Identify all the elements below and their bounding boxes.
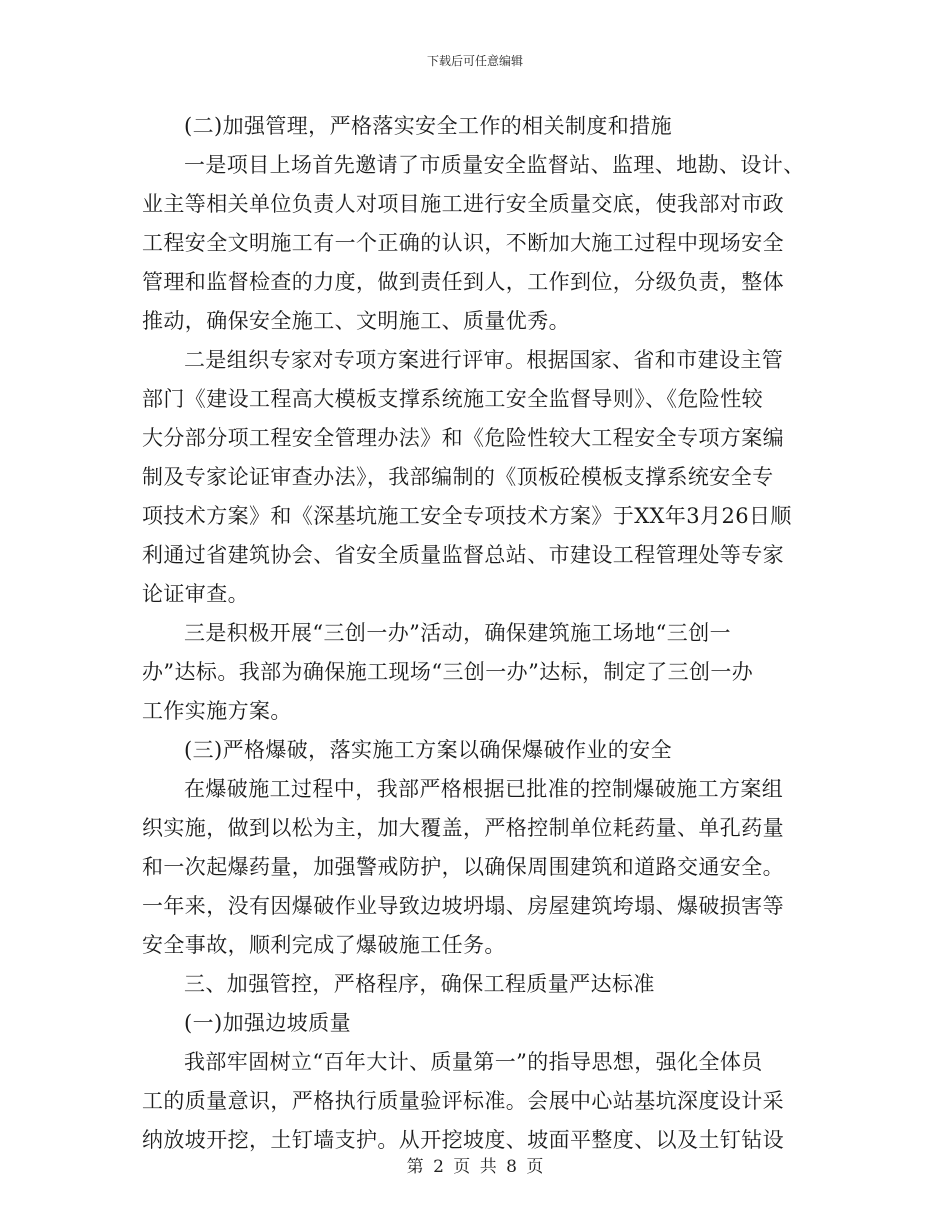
- text-line: 纳放坡开挖，土钉墙支护。从开挖坡度、坡面平整度、以及土钉钻设: [142, 1128, 784, 1152]
- text-line: (三)严格爆破，落实施工方案以确保爆破作业的安全: [184, 738, 672, 762]
- text-line: 织实施，做到以松为主，加大覆盖，严格控制单位耗药量、单孔药量: [142, 816, 784, 840]
- page-footer: 第 2 页 共 8 页: [406, 1157, 544, 1177]
- text-line: 论证审查。: [142, 582, 249, 606]
- text-line: 一是项目上场首先邀请了市质量安全监督站、监理、地勘、设计、: [184, 153, 805, 177]
- text-line: 和一次起爆药量，加强警戒防护，以确保周围建筑和道路交通安全。: [142, 855, 784, 879]
- text-line: 我部牢固树立“百年大计、质量第一”的指导思想，强化全体员: [184, 1050, 763, 1074]
- text-line: 二是组织专家对专项方案进行评审。根据国家、省和市建设主管: [184, 348, 784, 372]
- text-line: 三是积极开展“三创一办”活动，确保建筑施工场地“三创一: [184, 621, 732, 645]
- text-line: 一年来，没有因爆破作业导致边坡坍塌、房屋建筑垮塌、爆破损害等: [142, 894, 784, 918]
- text-line: 大分部分项工程安全管理办法》和《危险性较大工程安全专项方案编: [142, 426, 784, 450]
- text-line: 在爆破施工过程中，我部严格根据已批准的控制爆破施工方案组: [184, 777, 784, 801]
- text-line: 项技术方案》和《深基坑施工安全专项技术方案》于XX年3月26日顺: [142, 504, 792, 528]
- text-line: 安全事故，顺利完成了爆破施工任务。: [142, 933, 506, 957]
- text-line: 办”达标。我部为确保施工现场“三创一办”达标，制定了三创一办: [142, 660, 754, 684]
- text-line: 三、加强管控，严格程序，确保工程质量严达标准: [184, 972, 655, 996]
- text-line: (一)加强边坡质量: [184, 1011, 351, 1035]
- text-line: 工作实施方案。: [142, 699, 292, 723]
- text-line: 工的质量意识，严格执行质量验评标准。会展中心站基坑深度设计采: [142, 1089, 784, 1113]
- text-line: (二)加强管理，严格落实安全工作的相关制度和措施: [184, 114, 672, 138]
- text-line: 推动，确保安全施工、文明施工、质量优秀。: [142, 309, 570, 333]
- text-line: 制及专家论证审查办法》，我部编制的《顶板砼模板支撑系统安全专: [142, 465, 774, 489]
- text-line: 工程安全文明施工有一个正确的认识，不断加大施工过程中现场安全: [142, 231, 784, 255]
- text-line: 利通过省建筑协会、省安全质量监督总站、市建设工程管理处等专家: [142, 543, 784, 567]
- text-line: 管理和监督检查的力度，做到责任到人，工作到位，分级负责，整体: [142, 270, 784, 294]
- text-line: 部门《建设工程高大模板支撑系统施工安全监督导则》、《危险性较: [142, 387, 763, 411]
- document-body: [142, 107, 810, 1160]
- page-header: 下载后可任意编辑: [426, 54, 523, 68]
- text-line: 业主等相关单位负责人对项目施工进行安全质量交底，使我部对市政: [142, 192, 784, 216]
